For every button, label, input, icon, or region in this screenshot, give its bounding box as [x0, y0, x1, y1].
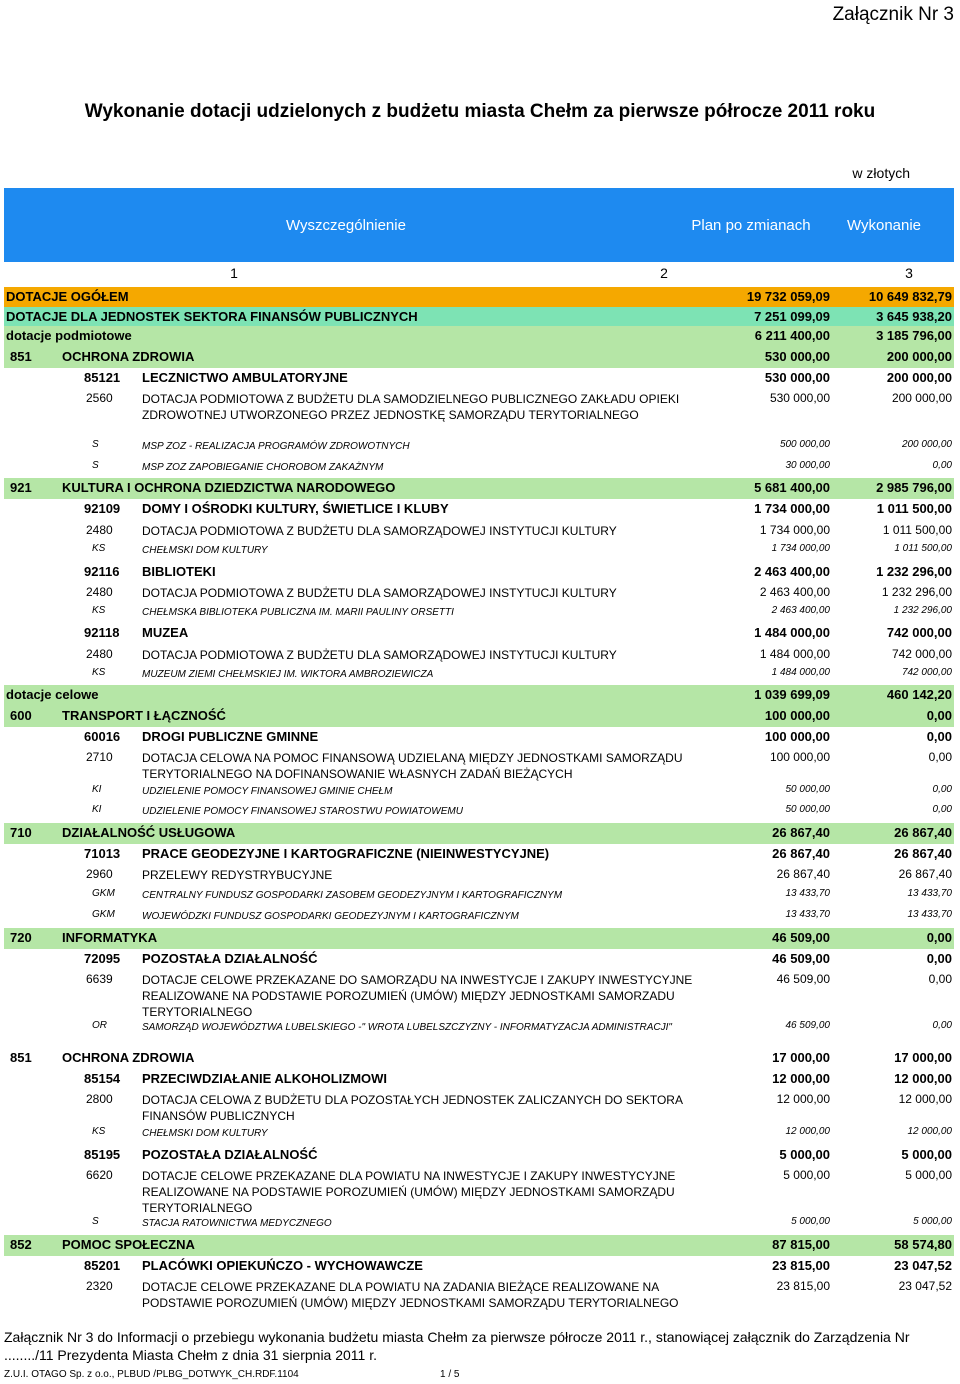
table-row — [4, 478, 954, 499]
row-execution-value: 5 000,00 — [913, 1216, 952, 1227]
row-execution-value: 742 000,00 — [891, 647, 952, 661]
table-row — [4, 603, 954, 623]
row-code: 710 — [10, 825, 32, 840]
table-row — [4, 1018, 954, 1048]
row-plan-value: 5 000,00 — [783, 1168, 830, 1182]
table-row — [4, 326, 954, 347]
annex-label: Załącznik Nr 3 — [832, 4, 954, 25]
row-name: DROGI PUBLICZNE GMINNE — [142, 729, 319, 744]
row-execution-value: 23 047,52 — [894, 1258, 952, 1273]
table-row — [4, 1090, 954, 1124]
row-plan-value: 1 484 000,00 — [771, 667, 830, 678]
row-execution-value: 26 867,40 — [898, 867, 952, 881]
row-code: 92116 — [84, 564, 120, 579]
row-plan-value: 100 000,00 — [764, 729, 830, 744]
row-name: LECZNICTWO AMBULATORYJNE — [142, 370, 348, 385]
table-row — [4, 499, 954, 521]
row-name: OCHRONA ZDROWIA — [62, 349, 195, 364]
table-row — [4, 645, 954, 665]
row-execution-value: 1 011 500,00 — [876, 501, 952, 516]
table-row — [4, 907, 954, 928]
row-name: DZIAŁALNOŚĆ USŁUGOWA — [62, 825, 236, 840]
row-execution-value: 1 011 500,00 — [882, 523, 952, 537]
row-execution-value: 1 232 296,00 — [881, 585, 952, 599]
row-execution-value: 742 000,00 — [901, 667, 952, 678]
table-row — [4, 1124, 954, 1145]
row-code: 2560 — [86, 391, 113, 405]
row-plan-value: 1 484 000,00 — [759, 647, 830, 661]
row-name: PRACE GEODEZYJNE I KARTOGRAFICZNE (NIEINWESTYCYJNE) — [142, 846, 550, 861]
row-code: S — [92, 1216, 99, 1227]
row-name: CHEŁMSKA BIBLIOTEKA PUBLICZNA IM. MARII PAULINY ORSETTI — [142, 607, 454, 618]
row-code: S — [92, 439, 99, 450]
row-code: 85195 — [84, 1147, 121, 1162]
row-execution-value: 200 000,00 — [901, 439, 952, 450]
row-plan-value: 12 000,00 — [785, 1126, 830, 1137]
row-plan-value: 1 484 000,00 — [754, 625, 830, 640]
table-row — [4, 1235, 954, 1256]
table-row — [4, 347, 954, 368]
row-execution-value: 26 867,40 — [894, 846, 952, 861]
row-code: 6620 — [86, 1168, 113, 1182]
row-execution-value: 13 433,70 — [907, 888, 952, 899]
row-code: 85154 — [84, 1071, 121, 1086]
footer-source: Z.U.I. OTAGO Sp. z o.o., PLBUD /PLBG_DOTWYK_CH.RDF.1104 — [4, 1369, 299, 1380]
row-plan-value: 30 000,00 — [785, 460, 830, 471]
row-execution-value: 12 000,00 — [894, 1071, 952, 1086]
row-name: INFORMATYKA — [62, 930, 158, 945]
row-code: KI — [92, 804, 102, 815]
table-row — [4, 541, 954, 562]
row-plan-value: 26 867,40 — [772, 846, 830, 861]
table-row — [4, 562, 954, 583]
row-execution-value: 5 000,00 — [901, 1147, 952, 1162]
table-row — [4, 437, 954, 458]
header-execution: Wykonanie — [846, 216, 922, 234]
row-name: UDZIELENIE POMOCY FINANSOWEJ GMINIE CHEŁM — [142, 786, 393, 797]
row-execution-value: 17 000,00 — [894, 1050, 952, 1065]
row-execution-value: 460 142,20 — [886, 687, 952, 702]
row-name: SAMORZĄD WOJEWÓDZTWA LUBELSKIEGO -" WROTA LUBELSZCZYZNY - INFORMATYZACJA ADMINISTRACJI" — [142, 1022, 672, 1033]
row-code: 2800 — [86, 1092, 113, 1106]
row-name: DOTACJE DLA JEDNOSTEK SEKTORA FINANSÓW PUBLICZNYCH — [6, 309, 418, 324]
row-plan-value: 46 509,00 — [772, 930, 830, 945]
table-row — [4, 583, 954, 603]
table-row — [4, 1145, 954, 1166]
row-plan-value: 87 815,00 — [772, 1237, 830, 1252]
row-code: 85121 — [84, 370, 121, 385]
row-code: 2480 — [86, 523, 113, 537]
row-plan-value: 26 867,40 — [776, 867, 830, 881]
row-plan-value: 2 463 400,00 — [771, 605, 830, 616]
row-execution-value: 1 232 296,00 — [893, 605, 952, 616]
row-plan-value: 50 000,00 — [785, 804, 830, 815]
page-number: 1 / 5 — [440, 1369, 460, 1380]
table-row — [4, 970, 954, 1018]
row-plan-value: 23 815,00 — [772, 1258, 830, 1273]
table-row — [4, 1256, 954, 1277]
row-code: KS — [92, 667, 106, 678]
row-plan-value: 50 000,00 — [785, 784, 830, 795]
table-row — [4, 665, 954, 685]
row-plan-value: 13 433,70 — [785, 909, 830, 920]
row-execution-value: 200 000,00 — [886, 349, 952, 364]
row-execution-value: 1 232 296,00 — [876, 564, 952, 579]
table-row — [4, 458, 954, 478]
table-row — [4, 823, 954, 844]
row-execution-value: 58 574,80 — [894, 1237, 952, 1252]
column-numbers — [4, 265, 954, 285]
column-number-3: 3 — [905, 265, 913, 281]
row-code: GKM — [92, 888, 115, 899]
row-name: MUZEA — [142, 625, 189, 640]
table-row — [4, 521, 954, 541]
row-plan-value: 1 734 000,00 — [771, 543, 830, 554]
table-row — [4, 623, 954, 645]
row-plan-value: 2 463 400,00 — [759, 585, 830, 599]
row-name: POZOSTAŁA DZIAŁALNOŚĆ — [142, 1147, 318, 1162]
row-execution-value: 3 645 938,20 — [876, 309, 952, 324]
row-name: PRZECIWDZIAŁANIE ALKOHOLIZMOWI — [142, 1071, 388, 1086]
currency-unit: w złotych — [852, 165, 910, 181]
row-plan-value: 100 000,00 — [769, 750, 830, 764]
row-name: dotacje podmiotowe — [6, 328, 132, 343]
row-name: DOTACJE CELOWE PRZEKAZANE DLA POWIATU NA INWESTYCJE I ZAKUPY INWESTYCYJNE REALIZOWANE NA PODSTAWIE POROZUMIEŃ (UMÓW) MIĘDZY JEDNOSTKAMI SAMORZĄDU TERYTORIALNEGO — [142, 1169, 676, 1215]
row-code: 72095 — [84, 951, 121, 966]
row-code: 851 — [10, 1050, 32, 1065]
row-execution-value: 1 011 500,00 — [894, 543, 952, 554]
table-header — [4, 188, 954, 262]
table-row — [4, 727, 954, 748]
row-execution-value: 12 000,00 — [898, 1092, 952, 1106]
row-plan-value: 2 463 400,00 — [754, 564, 830, 579]
row-name: MUZEUM ZIEMI CHEŁMSKIEJ IM. WIKTORA AMBROZIEWICZA — [142, 669, 434, 680]
row-code: 852 — [10, 1237, 32, 1252]
row-plan-value: 17 000,00 — [772, 1050, 830, 1065]
row-name: DOTACJE CELOWE PRZEKAZANE DO SAMORZĄDU NA INWESTYCJE I ZAKUPY INWESTYCYJNE REALIZOWANE NA PODSTAWIE POROZUMIEŃ (UMÓW) MIĘDZY JEDNOSTKAMI SAMORZADU TERYTORIALNEGO — [142, 973, 693, 1019]
row-plan-value: 19 732 059,09 — [746, 289, 830, 304]
row-name: CHEŁMSKI DOM KULTURY — [142, 1128, 268, 1139]
row-execution-value: 0,00 — [928, 972, 952, 986]
row-code: 2710 — [86, 750, 113, 764]
row-execution-value: 23 047,52 — [898, 1279, 952, 1293]
row-plan-value: 46 509,00 — [776, 972, 830, 986]
row-name: DOTACJA CELOWA Z BUDŻETU DLA POZOSTAŁYCH JEDNOSTEK ZALICZANYCH DO SEKTORA FINANSÓW PUBLICZNYCH — [142, 1093, 683, 1123]
row-name: DOTACJE OGÓŁEM — [6, 289, 129, 304]
row-execution-value: 200 000,00 — [891, 391, 952, 405]
row-code: 71013 — [84, 846, 121, 861]
row-plan-value: 6 211 400,00 — [754, 328, 830, 343]
row-execution-value: 5 000,00 — [905, 1168, 952, 1182]
row-execution-value: 26 867,40 — [894, 825, 952, 840]
row-execution-value: 3 185 796,00 — [876, 328, 952, 343]
table-row — [4, 886, 954, 907]
row-plan-value: 5 000,00 — [779, 1147, 830, 1162]
row-code: OR — [92, 1020, 107, 1031]
row-name: CENTRALNY FUNDUSZ GOSPODARKI ZASOBEM GEODEZYJNYM I KARTOGRAFICZNYM — [142, 890, 563, 901]
row-name: dotacje celowe — [6, 687, 99, 702]
row-execution-value: 0,00 — [926, 951, 952, 966]
table-row — [4, 685, 954, 706]
row-execution-value: 13 433,70 — [907, 909, 952, 920]
page-title: Wykonanie dotacji udzielonych z budżetu miasta Chełm za pierwsze półrocze 2011 roku — [84, 101, 876, 122]
row-execution-value: 0,00 — [932, 804, 952, 815]
row-name: DOTACJA PODMIOTOWA Z BUDŻETU DLA SAMORZĄDOWEJ INSTYTUCJI KULTURY — [142, 586, 617, 600]
row-name: DOTACJA PODMIOTOWA Z BUDŻETU DLA SAMORZĄDOWEJ INSTYTUCJI KULTURY — [142, 524, 617, 538]
header-description: Wyszczególnienie — [286, 216, 406, 234]
row-code: GKM — [92, 909, 115, 920]
row-name: DOTACJA PODMIOTOWA Z BUDŻETU DLA SAMODZIELNEGO PUBLICZNEGO ZAKŁADU OPIEKI ZDROWOTNEJ UTWORZONEGO PRZEZ JEDNOSTKĘ SAMORZĄDU TERYTORIALNEGO — [142, 392, 680, 422]
row-code: 2320 — [86, 1279, 113, 1293]
row-execution-value: 0,00 — [932, 784, 952, 795]
row-plan-value: 530 000,00 — [764, 370, 830, 385]
grants-table — [4, 287, 954, 1311]
row-name: STACJA RATOWNICTWA MEDYCZNEGO — [142, 1218, 332, 1229]
row-code: 2480 — [86, 647, 113, 661]
row-code: KI — [92, 784, 102, 795]
row-plan-value: 530 000,00 — [764, 349, 830, 364]
row-code: 851 — [10, 349, 32, 364]
table-row — [4, 928, 954, 949]
row-name: BIBLIOTEKI — [142, 564, 216, 579]
row-name: MSP ZOZ - REALIZACJA PROGRAMÓW ZDROWOTNYCH — [142, 441, 410, 452]
row-execution-value: 0,00 — [926, 729, 952, 744]
row-execution-value: 742 000,00 — [886, 625, 952, 640]
row-name: POMOC SPOŁECZNA — [62, 1237, 195, 1252]
table-row — [4, 307, 954, 326]
row-name: MSP ZOZ ZAPOBIEGANIE CHOROBOM ZAKAŻNYM — [142, 462, 384, 473]
row-name: TRANSPORT I ŁĄCZNOŚĆ — [62, 708, 226, 723]
table-row — [4, 949, 954, 970]
table-row — [4, 1214, 954, 1235]
row-plan-value: 46 509,00 — [772, 951, 830, 966]
table-row — [4, 865, 954, 886]
table-row — [4, 802, 954, 823]
row-plan-value: 5 681 400,00 — [754, 480, 830, 495]
table-row — [4, 287, 954, 307]
row-code: 2960 — [86, 867, 113, 881]
row-name: KULTURA I OCHRONA DZIEDZICTWA NARODOWEGO — [62, 480, 396, 495]
table-row — [4, 844, 954, 865]
table-row — [4, 1277, 954, 1311]
row-plan-value: 1 734 000,00 — [759, 523, 830, 537]
row-name: CHEŁMSKI DOM KULTURY — [142, 545, 268, 556]
table-row — [4, 389, 954, 437]
row-code: 921 — [10, 480, 32, 495]
row-execution-value: 10 649 832,79 — [868, 289, 952, 304]
row-code: S — [92, 460, 99, 471]
row-execution-value: 12 000,00 — [907, 1126, 952, 1137]
row-name: DOTACJA CELOWA NA POMOC FINANSOWĄ UDZIELANĄ MIĘDZY JEDNOSTKAMI SAMORZĄDU TERYTORIALNEGO NA DOFINANSOWANIE WŁASNYCH ZADAŃ BIEŻĄCYCH — [142, 751, 683, 781]
row-plan-value: 7 251 099,09 — [754, 309, 830, 324]
row-name: UDZIELENIE POMOCY FINANSOWEJ STAROSTWU POWIATOWEMU — [142, 806, 463, 817]
row-code: 92109 — [84, 501, 121, 516]
column-number-1: 1 — [230, 265, 238, 281]
row-plan-value: 500 000,00 — [779, 439, 830, 450]
row-execution-value: 0,00 — [928, 750, 952, 764]
table-row — [4, 368, 954, 389]
row-code: 2480 — [86, 585, 113, 599]
row-code: 6639 — [86, 972, 113, 986]
row-plan-value: 100 000,00 — [764, 708, 830, 723]
row-name: POZOSTAŁA DZIAŁALNOŚĆ — [142, 951, 318, 966]
row-name: DOTACJA PODMIOTOWA Z BUDŻETU DLA SAMORZĄDOWEJ INSTYTUCJI KULTURY — [142, 648, 617, 662]
table-row — [4, 748, 954, 782]
row-code: 92118 — [84, 625, 120, 640]
row-name: WOJEWÓDZKI FUNDUSZ GOSPODARKI GEODEZYJNYM I KARTOGRAFICZNYM — [142, 911, 519, 922]
row-code: 600 — [10, 708, 32, 723]
row-name: OCHRONA ZDROWIA — [62, 1050, 195, 1065]
row-code: 720 — [10, 930, 32, 945]
row-execution-value: 0,00 — [932, 1020, 952, 1031]
row-plan-value: 13 433,70 — [785, 888, 830, 899]
row-code: 60016 — [84, 729, 121, 744]
table-row — [4, 706, 954, 727]
row-execution-value: 2 985 796,00 — [876, 480, 952, 495]
row-code: KS — [92, 543, 106, 554]
row-plan-value: 12 000,00 — [776, 1092, 830, 1106]
column-number-2: 2 — [660, 265, 668, 281]
row-plan-value: 530 000,00 — [769, 391, 830, 405]
row-execution-value: 200 000,00 — [886, 370, 952, 385]
row-plan-value: 46 509,00 — [785, 1020, 830, 1031]
row-plan-value: 23 815,00 — [776, 1279, 830, 1293]
row-execution-value: 0,00 — [932, 460, 952, 471]
row-name: DOTACJE CELOWE PRZEKAZANE DLA POWIATU NA ZADANIA BIEŻĄCE REALIZOWANE NA PODSTAWIE POROZUMIEŃ (UMÓW) MIĘDZY JEDNOSTKAMI SAMORZĄDU TERYTORIALNEGO — [142, 1280, 679, 1310]
row-code: 85201 — [84, 1258, 121, 1273]
table-row — [4, 1048, 954, 1069]
row-plan-value: 1 039 699,09 — [754, 687, 830, 702]
table-row — [4, 1069, 954, 1090]
footer-note: Załącznik Nr 3 do Informacji o przebiegu wykonania budżetu miasta Chełm za pierwsze półrocze 2011 r., stanowiącej załącznik do Zarządzenia Nr ......../11 Prezydenta Miasta Chełm z dnia 31 sierpnia 2011 r. — [4, 1329, 910, 1363]
row-name: PRZELEWY REDYSTRYBUCYJNE — [142, 868, 333, 882]
row-code: KS — [92, 1126, 106, 1137]
row-plan-value: 1 734 000,00 — [754, 501, 830, 516]
row-execution-value: 0,00 — [926, 930, 952, 945]
row-execution-value: 0,00 — [926, 708, 952, 723]
row-plan-value: 5 000,00 — [791, 1216, 830, 1227]
header-plan: Plan po zmianach — [691, 216, 811, 234]
row-plan-value: 12 000,00 — [772, 1071, 830, 1086]
row-name: DOMY I OŚRODKI KULTURY, ŚWIETLICE I KLUBY — [142, 501, 449, 516]
row-name: PLACÓWKI OPIEKUŃCZO - WYCHOWAWCZE — [142, 1258, 423, 1273]
row-code: KS — [92, 605, 106, 616]
row-plan-value: 26 867,40 — [772, 825, 830, 840]
table-row — [4, 1166, 954, 1214]
table-row — [4, 782, 954, 802]
